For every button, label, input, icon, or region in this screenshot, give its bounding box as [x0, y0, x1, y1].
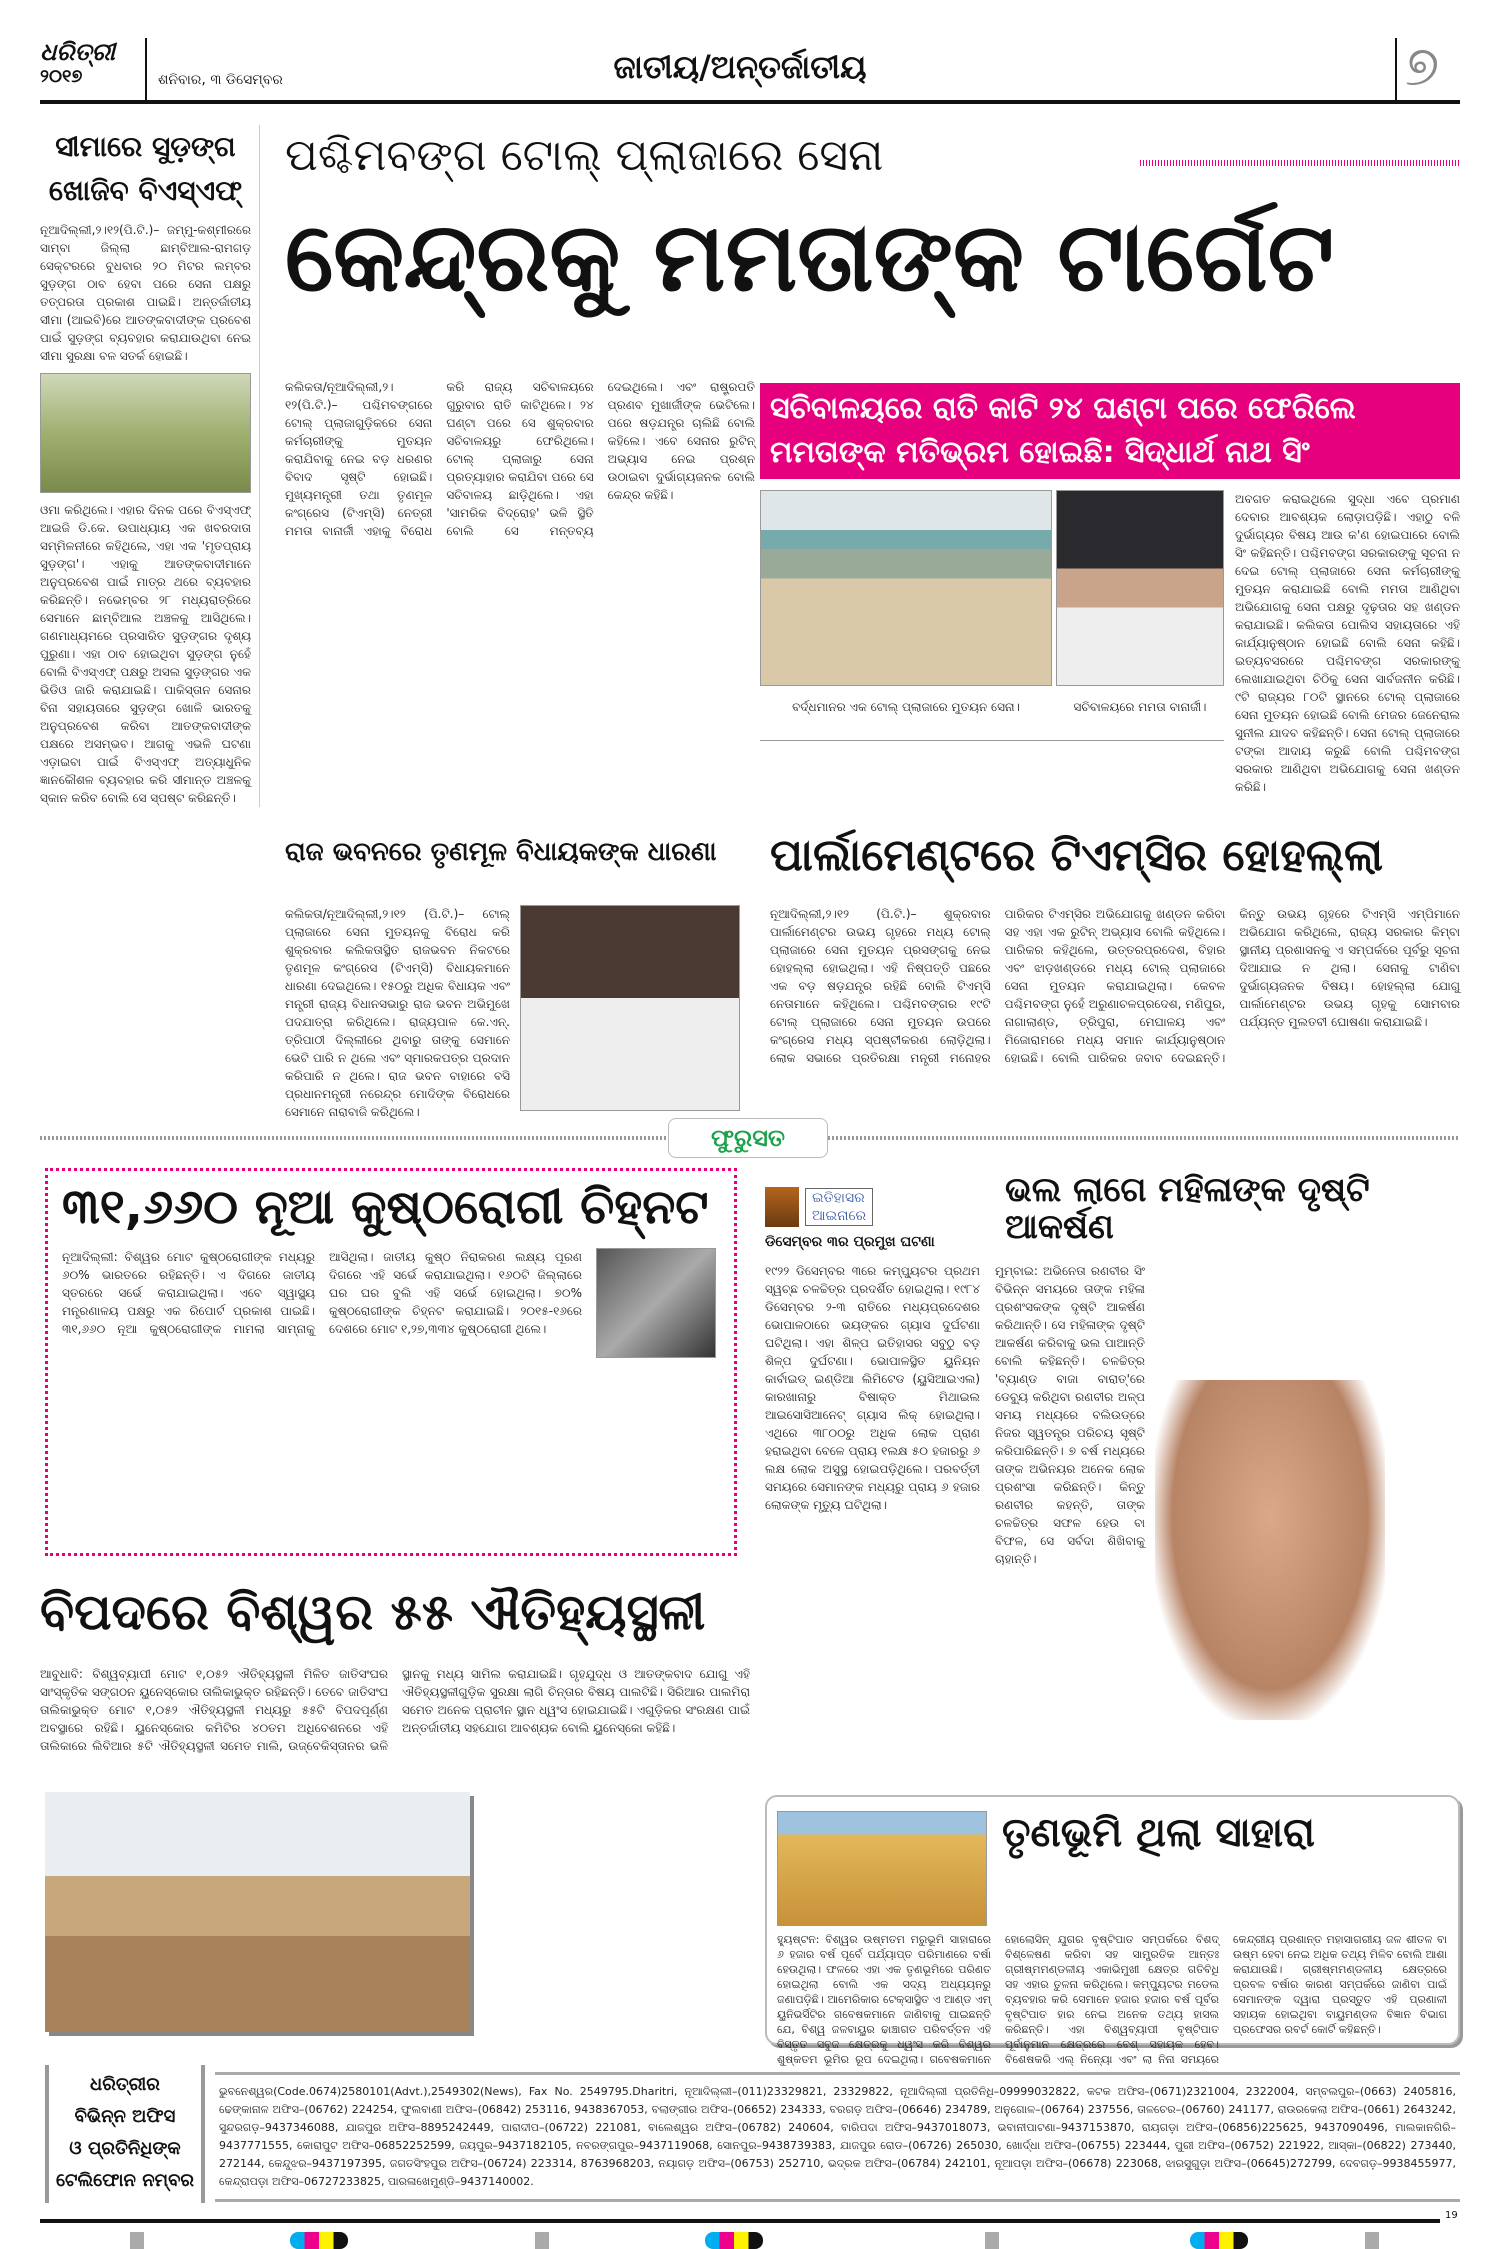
- masthead: [40, 34, 1460, 104]
- rajbhavan-body: କଲିକତା/ନୂଆଦିଲ୍ଲୀ,୨।୧୨ (ପି.ଟି.)– ଟୋଲ୍ ପ୍ଲାଜାରେ ସେନା ମୁତୟନକୁ ବିରୋଧ କରି ଶୁକ୍ରବାର କଲିକତାସ୍ଥିତ ରାଜଭବନ ନିକଟରେ ତୃଣମୂଳ କଂଗ୍ରେସ (ଟିଏମ୍‌ସି) ବିଧାୟକମାନେ ଧାରଣା ଦେଇଥିଲେ। ୧୫୦ରୁ ଅଧିକ ବିଧାୟକ ଏବଂ ମନ୍ତ୍ରୀ ରାଜ୍ୟ ବିଧାନସଭାରୁ ରାଜ ଭବନ ଅଭିମୁଖେ ପଦଯାତ୍ରା କରିଥିଲେ। ରାଜ୍ୟପାଳ କେ.ଏନ୍. ତ୍ରିପାଠୀ ଦିଲ୍ଲୀରେ ଥିବାରୁ ତାଙ୍କୁ ସେମାନେ ଭେଟି ପାରି ନ ଥିଲେ ଏବଂ ସ୍ମାରକପତ୍ର ପ୍ରଦାନ କରିପାରି ନ ଥିଲେ। ରାଜ ଭବନ ବାହାରେ ବସି ପ୍ରଧାନମନ୍ତ୍ରୀ ନରେନ୍ଦ୍ର ମୋଦିଙ୍କ ବିରୋଧରେ ସେମାନେ ନାରାବାଜି କରିଥିଲେ।: [285, 907, 510, 1119]
- lead-body-right: ଅବଗତ କରାଇଥିଲେ ସୁଦ୍ଧା ଏବେ ପ୍ରମାଣ ଦେବାର ଆବଶ୍ୟକ ଲୋଡ଼ାପଡ଼ିଛି। ଏହାଠୁ ବଳି ଦୁର୍ଭାଗ୍ୟର ବିଷୟ ଆଉ କ'ଣ ହୋଇପାରେ ବୋଲି ସିଂ କହିଛନ୍ତି। ପଶ୍ଚିମବଙ୍ଗ ସରକାରଙ୍କୁ ସୂଚନା ନ ଦେଇ ଟୋଲ୍ ପ୍ଲାଜାରେ ସେନା କର୍ମଚାରୀଙ୍କୁ ମୁତୟନ କରାଯାଇଛି ବୋଲି ମମତା ଆଣିଥିବା ଅଭିଯୋଗକୁ ସେନା ପକ୍ଷରୁ ଦୃଢ଼ତାର ସହ ଖଣ୍ଡନ କରାଯାଇଛି। କଲିକତା ପୋଲିସ ସହାୟତାରେ ଏହି କାର୍ଯ୍ୟାନୁଷ୍ଠାନ ହୋଇଛି ବୋଲି ସେନା କହିଛି। ଇତ୍ୟବସରରେ ପଶ୍ଚିମବଙ୍ଗ ସରକାରଙ୍କୁ ଲେଖାଯାଇଥିବା ଚିଠିକୁ ସେନା ସାର୍ବଜନୀନ କରିଛି। ୯ଟି ରାଜ୍ୟର ୮୦ଟି ସ୍ଥାନରେ ଟୋଲ୍ ପ୍ଲାଜାରେ ସେନା ମୁତୟନ ହୋଇଛି ବୋଲି ମେଜର ଜେନେରାଲ ସୁନୀଲ ଯାଦବ କହିଛନ୍ତି। ସେନା ଟୋଲ୍ ପ୍ଲାଜାରେ ଟଙ୍କା ଆଦାୟ କରୁଛି ବୋଲି ପଶ୍ଚିମବଙ୍ଗ ସରକାର ଆଣିଥିବା ଅଭିଯୋଗକୁ ସେନା ଖଣ୍ଡନ କରିଛି।: [1235, 492, 1460, 794]
- mamata-caption: ସଚିବାଳୟରେ ମମତା ବାନାର୍ଜୀ।: [1073, 700, 1207, 714]
- leprosy-body: ନୂଆଦିଲ୍ଲୀ: ବିଶ୍ୱର ମୋଟ କୁଷ୍ଠରୋଗୀଙ୍କ ମଧ୍ୟରୁ ୬୦% ଭାରତରେ ରହିଛନ୍ତି। ଏ ଦିଗରେ ଜାତୀୟ ସ୍ତରରେ ସର୍ଭେ କରାଯାଇଥିଲା। ଏବେ ସ୍ୱାସ୍ଥ୍ୟ ମନ୍ତ୍ରଣାଳୟ ପକ୍ଷରୁ ଏକ ରିପୋର୍ଟ ପ୍ରକାଶ ପାଇଛି। ୩୧,୬୬୦ ନୂଆ କୁଷ୍ଠରୋଗୀଙ୍କ ମାମଲା ସାମ୍ନାକୁ ଆସିଥିଲା। ଜାତୀୟ କୁଷ୍ଠ ନିରାକରଣ ଲକ୍ଷ୍ୟ ପୂରଣ ଦିଗରେ ଏହି ସର୍ଭେ କରାଯାଇଥିଲା। ୧୬୦ଟି ଜିଲ୍ଲାରେ ଘର ଘର ବୁଲି ଏହି ସର୍ଭେ ହୋଇଥିଲା। ୭୦% କୁଷ୍ଠରୋଗୀଙ୍କ ଚିହ୍ନଟ କରାଯାଇଛି। ୨୦୧୫-୧୬ରେ ଦେଶରେ ମୋଟ ୧,୨୭,୩୩୪ କୁଷ୍ଠରୋଗୀ ଥିଲେ।: [62, 1249, 582, 1336]
- leprosy-photo: [596, 1248, 716, 1358]
- bottom-rule: [40, 2219, 1440, 2223]
- lead-kicker: ପଶ୍ଚିମବଙ୍ଗ ଟୋଲ୍ ପ୍ଲାଜାରେ ସେନା: [285, 130, 884, 181]
- leprosy-box: [45, 1168, 737, 1556]
- heritage-body: ଆବୁଧାବି: ବିଶ୍ୱବ୍ୟାପୀ ମୋଟ ୧,୦୫୨ ଐତିହ୍ୟସ୍ଥଳୀ ମିଳିତ ଜାତିସଂଘର ସାଂସ୍କୃତିକ ସଙ୍ଗଠନ ୟୁନେସ୍କୋର ତାଲିକାଭୁକ୍ତ ରହିଛନ୍ତି। ତେବେ ଜାତିସଂଘ ତାଲିକାଭୁକ୍ତ ମୋଟ ୧,୦୫୨ ଐତିହ୍ୟସ୍ଥଳୀ ମଧ୍ୟରୁ ୫୫ଟି ବିପଦପୂର୍ଣ୍ଣ ଅବସ୍ଥାରେ ରହିଛି। ୟୁନେସ୍କୋର କମିଟିର ୪୦ତମ ଅଧିବେଶନରେ ଏହି ତାଲିକାରେ ଲିବିଆର ୫ଟି ଐତିହ୍ୟସ୍ଥଳୀ ସମେତ ମାଲି, ଉଜ୍‌ବେକିସ୍ତାନର ଭଳି ସ୍ଥାନକୁ ମଧ୍ୟ ସାମିଲ କରାଯାଇଛି। ଗୃହଯୁଦ୍ଧ ଓ ଆତଙ୍କବାଦ ଯୋଗୁ ଏହି ଐତିହ୍ୟସ୍ଥଳୀଗୁଡ଼ିକ ସୁରକ୍ଷା ଲାଗି ଚିନ୍ତାର ବିଷୟ ପାଲଟିଛି। ସିରିଆର ପାଲମିରା ସମେତ ଅନେକ ପ୍ରାଚୀନ ସ୍ଥାନ ଧ୍ୱଂସ ହୋଇଯାଇଛି। ଏଗୁଡ଼ିକର ସଂରକ୍ଷଣ ପାଇଁ ଅନ୍ତର୍ଜାତୀୟ ସହଯୋଗ ଆବଶ୍ୟକ ବୋଲି ୟୁନେସ୍କୋ କହିଛି।: [40, 1667, 750, 1753]
- protest-photo: [520, 905, 740, 1111]
- actor-photo: [1155, 1380, 1385, 1720]
- parliament-body: ନୂଆଦିଲ୍ଲୀ,୨।୧୨ (ପି.ଟି.)– ଶୁକ୍ରବାର ପାର୍ଲାମେଣ୍ଟର ଉଭୟ ଗୃହରେ ମଧ୍ୟ ଟୋଲ୍ ପ୍ଲାଜାରେ ସେନା ମୁତୟନ ପ୍ରସଙ୍ଗକୁ ନେଇ ହୋହଲ୍ଲା ହୋଇଥିଲା। ଏହି ନିଷ୍ପତ୍ତି ପଛରେ ଏକ ବଡ଼ ଷଡ଼ଯନ୍ତ୍ର ରହିଛି ବୋଲି ଟିଏମ୍‌ସି ନେତାମାନେ କହିଥିଲେ। ପଶ୍ଚିମବଙ୍ଗର ୧୯ଟି ଟୋଲ୍ ପ୍ଲାଜାରେ ସେନା ମୁତୟନ ଉପରେ କଂଗ୍ରେସ ମଧ୍ୟ ସ୍ପଷ୍ଟୀକରଣ ଲୋଡ଼ିଥିଲା। ଲୋକ ସଭାରେ ପ୍ରତିରକ୍ଷା ମନ୍ତ୍ରୀ ମନୋହର ପାରିକର ଟିଏମ୍‌ସିର ଅଭିଯୋଗକୁ ଖଣ୍ଡନ କରିବା ସହ ଏହା ଏକ ରୁଟିନ୍ ଅଭ୍ୟାସ ବୋଲି କହିଥିଲେ। ପାରିକର କହିଥିଲେ, ଉତ୍ତରପ୍ରଦେଶ, ବିହାର ଏବଂ ଝାଡ଼ଖଣ୍ଡରେ ମଧ୍ୟ ଟୋଲ୍ ପ୍ଲାଜାରେ ସେନା ମୁତୟନ କରାଯାଇଥିଲା। କେବଳ ପଶ୍ଚିମବଙ୍ଗ ନୁହେଁ ଅରୁଣାଚଳପ୍ରଦେଶ, ମଣିପୁର, ନାଗାଲାଣ୍ଡ, ତ୍ରିପୁରା, ମେଘାଳୟ ଏବଂ ମିଜୋରାମରେ ମଧ୍ୟ ସମାନ କାର୍ଯ୍ୟାନୁଷ୍ଠାନ ହୋଇଛି। ବୋଲି ପାରିକର ଜବାବ ଦେଇଛନ୍ତି। କିନ୍ତୁ ଉଭୟ ଗୃହରେ ଟିଏମ୍‌ସି ଏମ୍‌ପିମାନେ ଅଭିଯୋଗ କରିଥିଲେ, ରାଜ୍ୟ ସରକାର କିମ୍ବା ସ୍ଥାନୀୟ ପ୍ରଶାସନକୁ ଏ ସମ୍ପର୍କରେ ପୂର୍ବରୁ ସୂଚନା ଦିଆଯାଇ ନ ଥିଲା। ସେନାକୁ ଟାଣିବା ଦୁର୍ଭାଗ୍ୟଜନକ ବିଷୟ। ହୋହଲ୍ଲା ଯୋଗୁ ପାର୍ଲାମେଣ୍ଟର ଉଭୟ ଗୃହକୁ ସୋମବାର ପର୍ଯ୍ୟନ୍ତ ମୁଲତବୀ ଘୋଷଣା କରାଯାଇଛି।: [770, 907, 1460, 1065]
- print-registration-marks: [0, 2232, 1500, 2249]
- sahara-photo: [777, 1811, 987, 1926]
- section-title: ଜାତୀୟ/ଅନ୍ତର୍ଜାତୀୟ: [613, 48, 867, 86]
- mamata-photo: [1056, 490, 1224, 686]
- subhead-1: ସଚିବାଳୟରେ ରାତି କାଟି ୨୪ ଘଣ୍ଟା ପରେ ଫେରିଲେ: [770, 391, 1356, 426]
- offices-label-1: ଧରିତ୍ରୀର: [90, 2074, 160, 2095]
- leprosy-headline: ୩୧,୬୬୦ ନୂଆ କୁଷ୍ଠରୋଗୀ ଚିହ୍ନଟ: [62, 1179, 709, 1235]
- lead-body: କଲିକତା/ନୂଆଦିଲ୍ଲୀ,୨।୧୨(ପି.ଟି.)– ପଶ୍ଚିମବଙ୍ଗରେ ଟୋଲ୍ ପ୍ଲାଜାଗୁଡ଼ିକରେ ସେନା କର୍ମଚାରୀଙ୍କୁ ମୁତୟନ କରାଯିବାକୁ ନେଇ ବଡ଼ ଧରଣର ବିବାଦ ସୃଷ୍ଟି ହୋଇଛି। ମୁଖ୍ୟମନ୍ତ୍ରୀ ତଥା ତୃଣମୂଳ କଂଗ୍ରେସ (ଟିଏମ୍‌ସି) ନେତ୍ରୀ ମମତା ବାନାର୍ଜୀ ଏହାକୁ ବିରୋଧ କରି ରାଜ୍ୟ ସଚିବାଳୟରେ ଗୁରୁବାର ରାତି କାଟିଥିଲେ। ୨୪ ଘଣ୍ଟା ପରେ ସେ ଶୁକ୍ରବାର ସଚିବାଳୟରୁ ଫେରିଥିଲେ। ଟୋଲ୍ ପ୍ଲାଜାରୁ ସେନା ପ୍ରତ୍ୟାହାର କରାଯିବା ପରେ ସେ ସଚିବାଳୟ ଛାଡ଼ିଥିଲେ। ଏହା 'ସାମରିକ ବିଦ୍ରୋହ' ଭଳି ସ୍ଥିତି ବୋଲି ସେ ମନ୍ତବ୍ୟ ଦେଇଥିଲେ। ଏବଂ ରାଷ୍ଟ୍ରପତି ପ୍ରଣବ ମୁଖାର୍ଜୀଙ୍କ ଭେଟିଲେ। ପରେ ଷଡ଼ଯନ୍ତ୍ର ଚାଲିଛି ବୋଲି କହିଲେ। ଏବେ ସେନାର ରୁଟିନ୍ ଅଭ୍ୟାସ ନେଇ ପ୍ରଶ୍ନ ଉଠାଇବା ଦୁର୍ଭାଗ୍ୟଜନକ ବୋଲି କେନ୍ଦ୍ର କହିଛି।: [285, 380, 755, 538]
- lead-subhead-box: [760, 383, 1460, 479]
- left-story-headline: ସୀମାରେ ସୁଡ଼ଙ୍ଗ ଖୋଜିବ ବିଏସ୍‌ଏଫ୍: [48, 130, 243, 207]
- paper-logo: [40, 38, 140, 87]
- issue-date: ଶନିବାର, ୩ ଡିସେମ୍ବର: [158, 72, 283, 88]
- subhead-2: ମମତାଙ୍କ ମତିଭ୍ରମ ହୋଇଛି: ସିଦ୍ଧାର୍ଥ ନାଥ ସିଂ: [770, 435, 1310, 470]
- sahara-headline: ତୃଣଭୂମି ଥିଲା ସାହାରା: [1002, 1810, 1315, 1856]
- tunnel-photo: [40, 373, 251, 493]
- parliament-headline: ପାର୍ଲାମେଣ୍ଟରେ ଟିଏମ୍‌ସିର ହୋହଲ୍ଲା: [770, 830, 1384, 881]
- left-story-body-2: ଓମା କରିଥିଲେ। ଏହାର ଦିନକ ପରେ ବିଏସ୍‌ଏଫ୍ ଆଇଜି ଡି.କେ. ଉପାଧ୍ୟାୟ ଏକ ଖବରଦାତା ସମ୍ମିଳନୀରେ କହିଥିଲେ, ଏହା ଏକ 'ମୃତପ୍ରାୟ ସୁଡ଼ଙ୍ଗ'। ଏହାକୁ ଆତଙ୍କବାଦୀମାନେ ଅନୁପ୍ରବେଶ ପାଇଁ ମାତ୍ର ଥରେ ବ୍ୟବହାର କରିଛନ୍ତି। ନଭେମ୍ବର ୨୮ ମଧ୍ୟରାତ୍ରିରେ ସେମାନେ ଛାମ୍ବିଆଲ ଅଞ୍ଚଳକୁ ଆସିଥିଲେ। ଗଣମାଧ୍ୟମରେ ପ୍ରସାରିତ ସୁଡ଼ଙ୍ଗର ଦୃଶ୍ୟ ପୁରୁଣା। ଏହା ଠାବ ହୋଇଥିବା ସୁଡ଼ଙ୍ଗ ନୁହେଁ ବୋଲି ବିଏସ୍‌ଏଫ୍ ପକ୍ଷରୁ ଅସଲ ସୁଡ଼ଙ୍ଗର ଏକ ଭିଡିଓ ଜାରି କରାଯାଇଛି। ପାକିସ୍ତାନ ସେନାର ବିନା ସହାୟତାରେ ସୁଡ଼ଙ୍ଗ ଖୋଳି ଭାରତକୁ ଅନୁପ୍ରବେଶ କରିବା ଆତଙ୍କବାଦୀଙ୍କ ପକ୍ଷରେ ଅସମ୍ଭବ। ଆଗକୁ ଏଭଳି ଘଟଣା ଏଡ଼ାଇବା ପାଇଁ ବିଏସ୍‌ଏଫ୍ ଅତ୍ୟାଧୁନିକ ଜ୍ଞାନକୌଶଳ ବ୍ୟବହାର କରି ସୀମାନ୍ତ ଅଞ୍ଚଳକୁ ସ୍କାନ କରିବ ବୋଲି ସେ ସ୍ପଷ୍ଟ କରିଛନ୍ତି।: [40, 503, 251, 805]
- history-logo-line2: ଆଇନାରେ: [812, 1208, 867, 1224]
- kicker-rule: [1140, 160, 1460, 166]
- lead-headline: କେନ୍ଦ୍ରକୁ ମମତାଙ୍କ ଟାର୍ଗେଟ: [285, 201, 1335, 313]
- sahara-box: [765, 1795, 1460, 2066]
- left-story-body-1: ନୂଆଦିଲ୍ଲୀ,୨।୧୨(ପି.ଟି.)– ଜମ୍ମୁ-କଶ୍ମୀରରେ ସାମ୍ବା ଜିଲ୍ଲା ଛାମ୍ବିଆଲ-ରାମଗଡ଼ ସେକ୍ଟରରେ ବୁଧବାର ୨୦ ମିଟର ଲମ୍ବର ସୁଡ଼ଙ୍ଗ ଠାବ ହେବା ପରେ ସେନା ପକ୍ଷରୁ ତତ୍ପରତା ପ୍ରକାଶ ପାଇଛି। ଅନ୍ତର୍ଜାତୀୟ ସୀମା (ଆଇବି)ରେ ଆତଙ୍କବାଦୀଙ୍କ ପ୍ରବେଶ ପାଇଁ ସୁଡ଼ଙ୍ଗ ବ୍ୟବହାର କରାଯାଉଥିବା ନେଇ ସୀମା ସୁରକ୍ଷା ବଳ ସତର୍କ ହୋଇଛି।: [40, 223, 251, 363]
- history-title: ଡିସେମ୍ବର ୩ର ପ୍ରମୁଖ ଘଟଣା: [765, 1234, 935, 1250]
- women-body: ମୁମ୍ବାଇ: ଅଭିନେତା ରଣବୀର ସିଂ ବିଭିନ୍ନ ସମୟରେ ତାଙ୍କ ମହିଳା ପ୍ରଶଂସକଙ୍କ ଦୃଷ୍ଟି ଆକର୍ଷଣ କରିଥାନ୍ତି। ସେ ମହିଳାଙ୍କ ଦୃଷ୍ଟି ଆକର୍ଷଣ କରିବାକୁ ଭଲ ପାଆନ୍ତି ବୋଲି କହିଛନ୍ତି। ଚଳଚ୍ଚିତ୍ର 'ବ୍ୟାଣ୍ଡ ବାଜା ବାରାତ୍'ରେ ଡେବ୍ୟୁ କରିଥିବା ରଣବୀର ଅଳ୍ପ ସମୟ ମଧ୍ୟରେ ବଲିଉଡ୍‌ରେ ନିଜର ସ୍ୱତନ୍ତ୍ର ପରିଚୟ ସୃଷ୍ଟି କରିପାରିଛନ୍ତି। ୭ ବର୍ଷ ମଧ୍ୟରେ ତାଙ୍କ ଅଭିନୟର ଅନେକ ଲୋକ ପ୍ରଶଂସା କରିଛନ୍ତି। କିନ୍ତୁ ରଣବୀର କହନ୍ତି, ତାଙ୍କ ଚଳଚ୍ଚିତ୍ର ସଫଳ ହେଉ ବା ବିଫଳ, ସେ ସର୍ବଦା ଶିଖିବାକୁ ଚାହାନ୍ତି।: [995, 1264, 1145, 1566]
- paper-year: ୨୦୧୭: [40, 66, 83, 87]
- paper-name: ଧରିତ୍ରୀ: [40, 38, 115, 66]
- page-number: ୭: [1405, 34, 1440, 99]
- book-icon: [765, 1187, 799, 1227]
- history-logo-line1: ଇତିହାସର: [812, 1190, 865, 1206]
- women-headline: ଭଲ ଲାଗେ ମହିଳାଙ୍କ ଦୃଷ୍ଟି ଆକର୍ଷଣ: [1005, 1170, 1370, 1248]
- heritage-headline: ବିପଦରେ ବିଶ୍ୱର ୫୫ ଐତିହ୍ୟସ୍ଥଳୀ: [40, 1583, 706, 1641]
- sheet-number: 19: [1445, 2210, 1458, 2221]
- leisure-badge: [668, 1118, 828, 1158]
- offices-label: [45, 2065, 205, 2203]
- leisure-label: ଫୁରୁସତ: [711, 1124, 785, 1152]
- offices-label-3: ଓ ପ୍ରତିନିଧିଙ୍କ: [69, 2138, 181, 2159]
- left-story: [40, 125, 260, 807]
- toll-plaza-photo: [760, 490, 1052, 686]
- palmyra-photo: [45, 1792, 470, 2032]
- sahara-body: ହ୍ୟୁଷ୍ଟନ: ବିଶ୍ୱର ଉଷ୍ମତମ ମରୁଭୂମି ସାହାରାରେ ୬ ହଜାର ବର୍ଷ ପୂର୍ବେ ପର୍ଯ୍ୟାପ୍ତ ପରିମାଣରେ ବର୍ଷା ହେଉଥିଲା। ଫଳରେ ଏହା ଏକ ତୃଣଭୂମିରେ ପରିଣତ ହୋଇଥିଲା ବୋଲି ଏକ ସଦ୍ୟ ଅଧ୍ୟୟନରୁ ଜଣାପଡ଼ିଛି। ଆମେରିକାର ଟେକ୍ସାସ୍ଥିତ ଏ ଆଣ୍ଡ ଏମ୍ ୟୁନିଭର୍ସିଟିର ଗବେଷକମାନେ ଜାଣିବାକୁ ପାଇଛନ୍ତି ଯେ, ବିଶ୍ୱ ଜଳବାୟୁର ଢାଞ୍ଚାଗତ ପରିବର୍ତ୍ତନ ଏହି ବିସ୍ତୃତ ସବୁଜ କ୍ଷେତ୍ରକୁ ଧ୍ୱଂସ କରି ବିଶ୍ୱର ଶୁଷ୍କତମ ଭୂମିର ରୂପ ଦେଇଥିଲା। ଗବେଷକମାନେ ହୋଲୋସିନ୍ ଯୁଗର ବୃଷ୍ଟିପାତ ସମ୍ପର୍କରେ ବିଶଦ୍ ବିଶ୍ଳେଷଣ କରିବା ସହ ସାମ୍ପ୍ରତିକ ଆନ୍ତଃ ଗ୍ରୀଷ୍ମମଣ୍ଡଳୀୟ ଏକାଭିମୁଖୀ କ୍ଷେତ୍ର ଗତିବିଧି ସହ ଏହାର ତୁଳନା କରିଥିଲେ। କମ୍ପ୍ୟୁଟର ମଡେଲ ବ୍ୟବହାର କରି ସେମାନେ ହଜାର ହଜାର ବର୍ଷ ପୂର୍ବର ବୃଷ୍ଟିପାତ ହାର ନେଇ ଅନେକ ତଥ୍ୟ ହାସଲ କରିଛନ୍ତି। ଏହା ବିଶ୍ୱବ୍ୟାପୀ ବୃଷ୍ଟିପାତ ପୂର୍ବାନୁମାନ କ୍ଷେତ୍ରରେ ବେଶ୍ ସହାୟକ ହେବ। ବିଶେଷକରି ଏଲ୍ ନିନ୍ୟୋ ଏବଂ ଲା ନିନା ସମୟରେ କେନ୍ଦ୍ରୀୟ ପ୍ରଶାନ୍ତ ମହାସାଗରୀୟ ଜଳ ଶୀତଳ ବା ଉଷ୍ମ ହେବା ନେଇ ଅଧିକ ତଥ୍ୟ ମିଳିବ ବୋଲି ଆଶା କରାଯାଉଛି। ଗ୍ରୀଷ୍ମମଣ୍ଡଳୀୟ କ୍ଷେତ୍ରରେ ପ୍ରବଳ ବର୍ଷାର କାରଣ ସମ୍ପର୍କରେ ଜାଣିବା ପାଇଁ ସେମାନଙ୍କ ଦ୍ୱାରା ପ୍ରସ୍ତୁତ ଏହି ପ୍ରଣାଳୀ ସହାୟକ ହୋଇଥିବା ବାୟୁମଣ୍ଡଳ ବିଜ୍ଞାନ ବିଭାଗ ପ୍ରଫେସର ରବର୍ଟ କୋର୍ଟି କହିଛନ୍ତି।: [777, 1933, 1447, 2066]
- history-body: ୧୯୨୨ ଡିସେମ୍ବର ୩ରେ କମ୍ପ୍ୟୁଟର ପ୍ରଥମ ସ୍ୱଚ୍ଛ ଚଳଚ୍ଚିତ୍ର ପ୍ରଦର୍ଶିତ ହୋଇଥିଲା। ୧୯୮୪ ଡିସେମ୍ବର ୨-୩ ରାତିରେ ମଧ୍ୟପ୍ରଦେଶର ଭୋପାଳଠାରେ ଭୟଙ୍କର ଗ୍ୟାସ ଦୁର୍ଘଟଣା ଘଟିଥିଲା। ଏହା ଶିଳ୍ପ ଇତିହାସର ସବୁଠୁ ବଡ଼ ଶିଳ୍ପ ଦୁର୍ଘଟଣା। ଭୋପାଳସ୍ଥିତ ୟୁନିୟନ କାର୍ବାଇଡ୍ ଇଣ୍ଡିଆ ଲିମିଟେଡ (ୟୁସିଆଇଏଲ) କାରଖାନାରୁ ବିଷାକ୍ତ ମିଥାଇଲ ଆଇସୋସିଆନେଟ୍ ଗ୍ୟାସ ଲିକ୍ ହୋଇଥିଲା। ଏଥିରେ ୩୮୦୦ରୁ ଅଧିକ ଲୋକ ପ୍ରାଣ ହରାଇଥିବା ବେଳେ ପ୍ରାୟ ୧ଲକ୍ଷ ୫୦ ହଜାରରୁ ୬ ଲକ୍ଷ ଲୋକ ଅସୁସ୍ଥ ହୋଇପଡ଼ିଥିଲେ। ପରବର୍ତ୍ତୀ ସମୟରେ ସେମାନଙ୍କ ମଧ୍ୟରୁ ପ୍ରାୟ ୬ ହଜାର ଲୋକଙ୍କ ମୃତ୍ୟୁ ଘଟିଥିଲା।: [765, 1264, 980, 1512]
- history-logo: [765, 1185, 975, 1229]
- offices-phone-list: ଭୁବନେଶ୍ୱର(Code.0674)2580101(Advt.),2549302(News), Fax No. 2549795.Dharitri, ନୂଆଦିଲ୍ଲୀ–(011)23329821, 23329822, ନୂଆଦିଲ୍ଲୀ ପ୍ରତିନିଧି–09999032822, କଟକ ଅଫିସ–(0671)2321004, 2322004, ସମ୍ବଲପୁର–(0663) 2405816, ଢେଙ୍କାନାଳ ଅଫିସ–(06762) 224254, ଫୁଲବାଣୀ ଅଫିସ–(06842) 253116, 9438367053, ବଲାଙ୍ଗୀର ଅଫିସ–(06652) 234333, ବରଗଡ଼ ଅଫିସ–(06646) 234789, ଅନୁଗୋଳ–(06764) 237556, ତାଳଚେର–(06760) 241177, ରାଉରକେଲା ଅଫିସ–(0661) 2643242, ସୁନ୍ଦରଗଡ଼–9437346088, ଯାଜପୁର ଅଫିସ–8895242449, ପାରାଦୀପ–(06722) 221081, ବାଲେଶ୍ୱର ଅଫିସ–(06782) 240604, ବାରିପଦା ଅଫିସ–9437018073, ଭବାନୀପାଟଣା–9437153870, ରାୟଗଡ଼ା ଅଫିସ–(06856)225625, 9437090496, ମାଲକାନଗିରି–9437771555, କୋରାପୁଟ ଅଫିସ–06852252599, ଜୟପୁର–9437182105, ନବରଙ୍ଗପୁର–9437119068, ସୋନପୁର–9438739383, ଯାଜପୁର ରୋଡ–(06726) 265030, ଖୋର୍ଦ୍ଧା ଅଫିସ–(06755) 223444, ପୁରୀ ଅଫିସ–(06752) 221922, ଆସ୍କା–(06822) 273440, 272144, କେନ୍ଦୁଝର–9437197395, ଜଗତସିଂହପୁର ଅଫିସ–(06724) 223314, 8763968203, ନୟାଗଡ଼ ଅଫିସ–(06753) 252710, ଭଦ୍ରକ ଅଫିସ–(06784) 242101, ନୂଆପଡ଼ା ଅଫିସ–(06678) 223068, ଝାରସୁଗୁଡ଼ା ଅଫିସ–(06645)272799, ଦେବଗଡ଼–9938455977, କେନ୍ଦ୍ରାପଡ଼ା ଅଫିସ–06727233825, ପାରଳାଖେମୁଣ୍ଡି–9437140002.: [215, 2072, 1460, 2202]
- offices-label-2: ବିଭିନ୍ନ ଅଫିସ: [74, 2106, 176, 2127]
- offices-label-4: ଟେଲିଫୋନ ନମ୍ବର: [55, 2170, 194, 2191]
- rajbhavan-headline: ରାଜ ଭବନରେ ତୃଣମୂଳ ବିଧାୟକଙ୍କ ଧାରଣା: [285, 837, 717, 867]
- toll-plaza-caption: ବର୍ଦ୍ଧମାନର ଏକ ଟୋଲ୍ ପ୍ଲାଜାରେ ମୁତୟନ ସେନା।: [792, 700, 1020, 714]
